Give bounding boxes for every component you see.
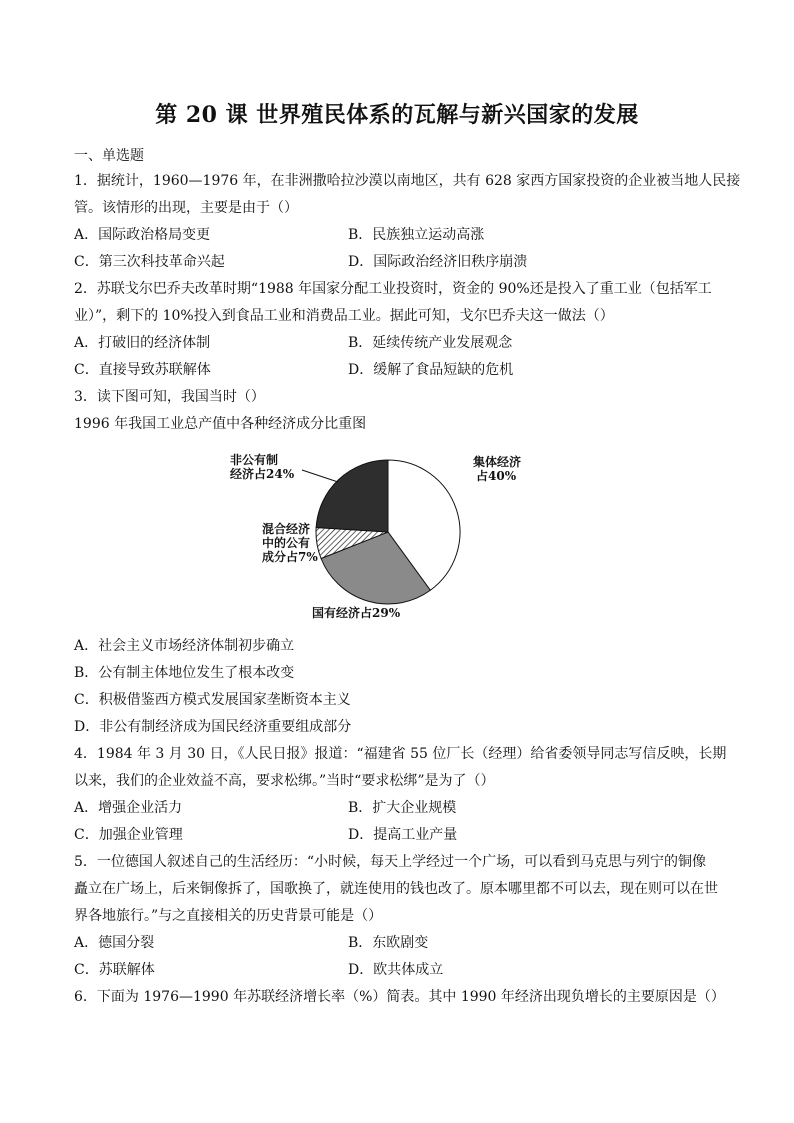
q1-option-b[interactable]: B．民族独立运动高涨 bbox=[348, 227, 485, 243]
q3-option-b[interactable]: B．公有制主体地位发生了根本改变 bbox=[74, 665, 295, 681]
q4-option-c[interactable]: C．加强企业管理 bbox=[74, 827, 183, 843]
q5-option-c[interactable]: C．苏联解体 bbox=[74, 962, 155, 978]
pie-label-nonpublic: 非公有制 经济占24% bbox=[230, 453, 295, 481]
question-4-text: 4．1984 年 3 月 30 日，《人民日报》报道：“福建省 55 位厂长（经理）给省委领导同志写信反映，长期 bbox=[74, 746, 727, 762]
section-heading: 一、单选题 bbox=[74, 148, 144, 164]
question-5-text-cont2: 界各地旅行。”与之直接相关的历史背景可能是（） bbox=[74, 908, 383, 924]
question-2-text: 2．苏联戈尔巴乔夫改革时期“1988 年国家分配工业投资时，资金的 90%还是投入了重工业（包括军工 bbox=[74, 281, 712, 297]
q1-option-a[interactable]: A．国际政治格局变更 bbox=[74, 227, 211, 243]
q2-option-a[interactable]: A．打破旧的经济体制 bbox=[74, 335, 211, 351]
q2-option-b[interactable]: B．延续传统产业发展观念 bbox=[348, 335, 513, 351]
pie-chart bbox=[220, 440, 560, 625]
question-1-text: 1．据统计，1960—1976 年，在非洲撒哈拉沙漠以南地区，共有 628 家西方国家投资的企业被当地人民接 bbox=[74, 173, 741, 189]
pie-slice-nonpublic bbox=[316, 460, 388, 532]
pie-label-state: 国有经济占29% bbox=[312, 606, 401, 620]
chart-caption: 1996 年我国工业总产值中各种经济成分比重图 bbox=[74, 416, 367, 432]
label-leader-line bbox=[302, 470, 338, 482]
q4-option-d[interactable]: D．提高工业产量 bbox=[348, 827, 458, 843]
q5-option-d[interactable]: D．欧共体成立 bbox=[348, 962, 444, 978]
question-3-text: 3．读下图可知，我国当时（） bbox=[74, 389, 265, 405]
q2-option-c[interactable]: C．直接导致苏联解体 bbox=[74, 362, 211, 378]
q1-option-c[interactable]: C．第三次科技革命兴起 bbox=[74, 254, 225, 270]
question-2-text-cont: 业）”，剩下的 10%投入到食品工业和消费品工业。据此可知，戈尔巴乔夫这一做法（） bbox=[74, 308, 614, 324]
pie-label-mixed: 混合经济 中的公有 成分占7% bbox=[262, 522, 318, 564]
question-5-text: 5．一位德国人叙述自己的生活经历：“小时候，每天上学经过一个广场，可以看到马克思与列宁的铜像 bbox=[74, 854, 707, 870]
q4-option-a[interactable]: A．增强企业活力 bbox=[74, 800, 183, 816]
question-1-text-cont: 管。该情形的出现，主要是由于（） bbox=[74, 200, 298, 216]
q1-option-d[interactable]: D．国际政治经济旧秩序崩溃 bbox=[348, 254, 528, 270]
q4-option-b[interactable]: B．扩大企业规模 bbox=[348, 800, 457, 816]
q3-option-a[interactable]: A．社会主义市场经济体制初步确立 bbox=[74, 638, 295, 654]
pie-label-collective: 集体经济 占40% bbox=[473, 455, 522, 483]
question-5-text-cont: 矗立在广场上，后来铜像拆了，国歌换了，就连使用的钱也改了。原本哪里都不可以去，现在则可以在世 bbox=[74, 881, 718, 897]
q3-option-d[interactable]: D．非公有制经济成为国民经济重要组成部分 bbox=[74, 719, 352, 735]
question-6-text: 6．下面为 1976—1990 年苏联经济增长率（%）简表。其中 1990 年经济出现负增长的主要原因是（） bbox=[74, 989, 725, 1005]
page-title: 第 20 课 世界殖民体系的瓦解与新兴国家的发展 bbox=[155, 102, 639, 128]
q3-option-c[interactable]: C．积极借鉴西方模式发展国家垄断资本主义 bbox=[74, 692, 351, 708]
question-4-text-cont: 以来，我们的企业效益不高，要求松绑。”当时“要求松绑”是为了（） bbox=[74, 773, 495, 789]
q2-option-d[interactable]: D．缓解了食品短缺的危机 bbox=[348, 362, 514, 378]
q5-option-a[interactable]: A．德国分裂 bbox=[74, 935, 155, 951]
q5-option-b[interactable]: B．东欧剧变 bbox=[348, 935, 429, 951]
